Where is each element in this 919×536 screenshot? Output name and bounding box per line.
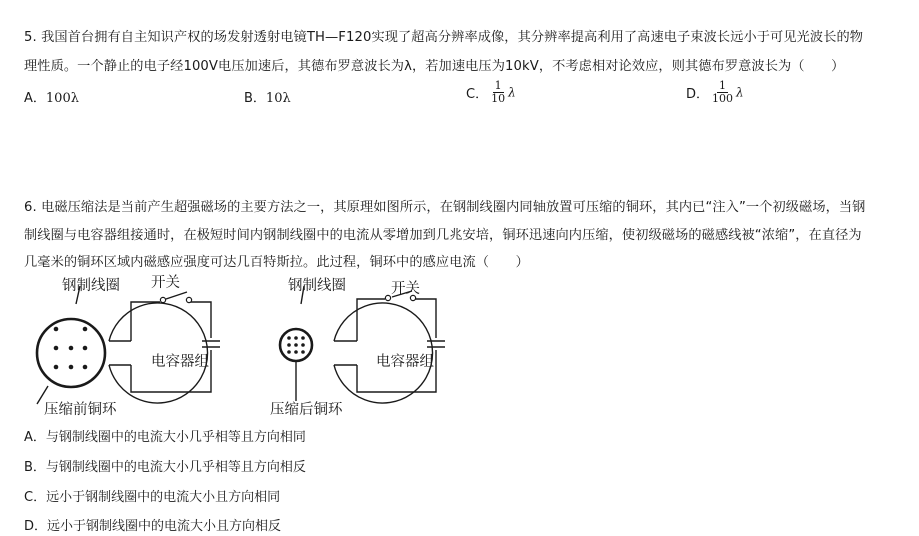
left-switch-contact-a	[160, 297, 165, 302]
right-steel-coil	[334, 303, 433, 403]
field-dot	[83, 327, 88, 332]
q5-option-c-lambda: λ	[508, 85, 516, 100]
q5-option-d-denominator: 100	[712, 92, 734, 105]
q6-option-c: C．远小于钢制线圈中的电流大小且方向相同	[24, 490, 281, 505]
left-switch-label: 开关	[151, 275, 180, 291]
q5-option-d-lambda: λ	[736, 85, 744, 100]
field-dot	[54, 346, 59, 351]
field-dot	[301, 350, 305, 354]
field-dot	[69, 346, 74, 351]
field-dot	[301, 336, 305, 340]
field-dot	[54, 327, 59, 332]
q6-option-b: B．与钢制线圈中的电流大小几乎相等且方向相反	[24, 460, 306, 475]
q5-option-c-fraction	[489, 80, 507, 105]
field-dot	[294, 350, 298, 354]
field-dot	[287, 350, 291, 354]
right-coil-label: 钢制线圈	[288, 278, 346, 294]
q6-option-d: D．远小于钢制线圈中的电流大小且方向相反	[24, 519, 282, 534]
right-switch-contact-a	[385, 295, 390, 300]
left-steel-coil	[109, 303, 208, 403]
left-copper-ring	[37, 319, 105, 387]
field-dot	[83, 346, 88, 351]
q5-option-c-numerator: 1	[494, 79, 502, 92]
q5-stem-line-1: 5. 我国首台拥有自主知识产权的场发射透射电镜TH—F120实现了超高分辨率成像，其分辨率提高利用了高速电子束波长远小于可见光波长的物	[24, 30, 864, 45]
q6-stem-line-3: 几毫米的铜环区域内磁感应强度可达几百特斯拉。此过程，铜环中的感应电流（ ）	[24, 255, 529, 270]
electromagnetic-compression-diagram	[0, 268, 480, 420]
q5-option-a-value: 100λ	[45, 91, 79, 106]
q6-stem-line-1: 6. 电磁压缩法是当前产生超强磁场的主要方法之一，其原理如图所示，在钢制线圈内同轴放置可压缩的铜环，其内已“注入”一个初级磁场，当钢	[24, 200, 866, 215]
q5-option-d-letter: D．	[686, 87, 710, 102]
field-dot	[301, 343, 305, 347]
q5-option-d-fraction	[710, 80, 735, 105]
q5-option-d	[686, 80, 744, 105]
right-ring-label: 压缩后铜环	[270, 402, 343, 418]
q5-option-d-numerator: 1	[719, 79, 727, 92]
left-coil-label: 钢制线圈	[62, 278, 120, 294]
left-capacitor-label: 电容器组	[151, 354, 209, 370]
left-ring-label: 压缩前铜环	[44, 402, 117, 418]
q5-option-b-letter: B．	[244, 91, 266, 106]
field-dot	[294, 336, 298, 340]
field-dot	[287, 336, 291, 340]
left-switch-contact-b	[186, 297, 191, 302]
field-dot	[294, 343, 298, 347]
q5-option-a-letter: A．	[24, 91, 46, 106]
q5-option-c	[466, 80, 516, 105]
q6-option-a: A．与钢制线圈中的电流大小几乎相等且方向相同	[24, 430, 306, 445]
q6-stem-line-2: 制线圈与电容器组接通时，在极短时间内钢制线圈中的电流从零增加到几兆安培，铜环迅速向内压缩，使初级磁场的磁感线被“浓缩”，在直径为	[24, 228, 862, 243]
field-dot	[54, 365, 59, 370]
q5-option-c-denominator: 10	[491, 92, 506, 105]
right-capacitor-label: 电容器组	[376, 354, 434, 370]
q5-option-b	[244, 87, 291, 106]
right-switch-label: 开关	[391, 281, 420, 297]
q5-option-b-value: 10λ	[265, 91, 291, 106]
q5-option-a	[24, 87, 79, 106]
q5-stem-line-2: 理性质。一个静止的电子经100V电压加速后，其德布罗意波长为λ，若加速电压为10kV，不考虑相对论效应，则其德布罗意波长为（ ）	[24, 59, 845, 74]
q5-option-c-letter: C．	[466, 87, 489, 102]
field-dot	[69, 365, 74, 370]
left-switch-blade	[166, 292, 187, 299]
field-dot	[83, 365, 88, 370]
field-dot	[287, 343, 291, 347]
